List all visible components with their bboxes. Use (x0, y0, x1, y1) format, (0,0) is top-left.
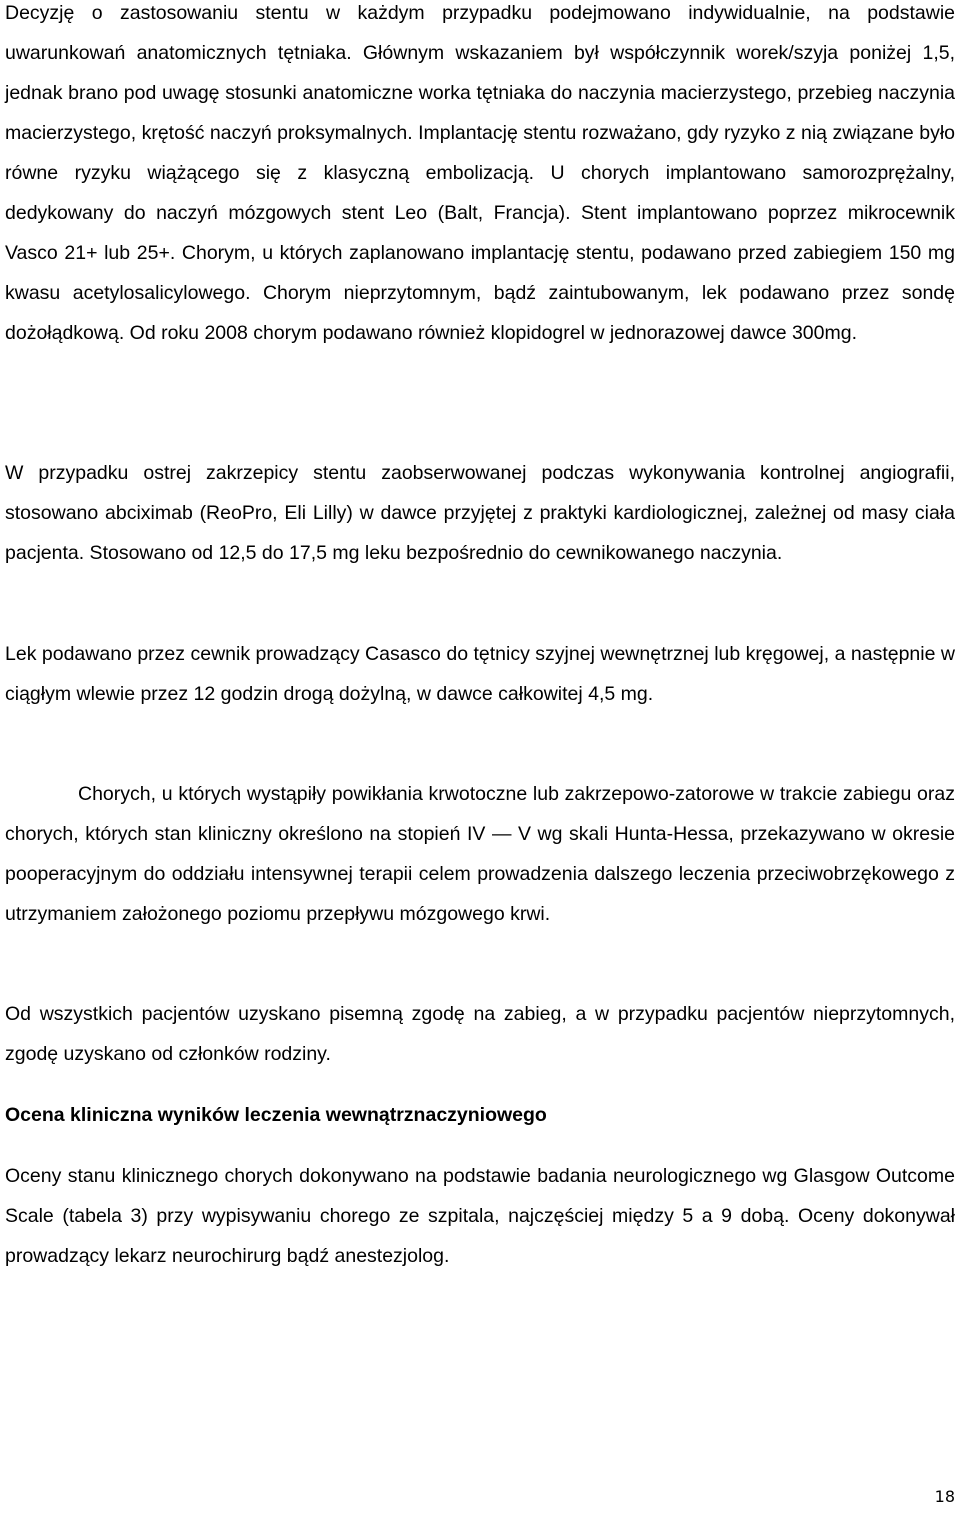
section-heading: Ocena kliniczna wyników leczenia wewnątrznaczyniowego (5, 1104, 547, 1126)
page-number: 18 (934, 1487, 955, 1506)
paragraph-drug-administration: Lek podawano przez cewnik prowadzący Casasco do tętnicy szyjnej wewnętrznej lub kręgowej, a następnie w ciągłym wlewie przez 12 godzin drogą dożylną, w dawce całkowitej 4,5 mg. (5, 643, 955, 705)
paragraph-stent-decision: Decyzję o zastosowaniu stentu w każdym przypadku podejmowano indywidualnie, na podstawie uwarunkowań anatomicznych tętniaka. Głównym wskazaniem był współczynnik worek/szyja poniżej 1,5, jednak brano pod uwagę stosunki anatomiczne worka tętniaka do naczynia macierzystego, przebieg naczynia macierzystego, krętość naczyń proksymalnych. Implantację stentu rozważano, gdy ryzyko z nią związane było równe ryzyku wiążącego się z klasyczną embolizacją. U chorych implantowano samorozprężalny, dedykowany do naczyń mózgowych stent Leo (Balt, Francja). Stent implantowano poprzez mikrocewnik Vasco 21+ lub 25+. Chorym, u których zaplanowano implantację stentu, podawano przed zabiegiem 150 mg kwasu acetylosalicylowego. Chorym nieprzytomnym, bądź zaintubowanym, lek podawano przez sondę dożołądkową. Od roku 2008 chorym podawano również klopidogrel w jednorazowej dawce 300mg. (5, 2, 955, 344)
paragraph-icu-transfer: Chorych, u których wystąpiły powikłania krwotoczne lub zakrzepowo-zatorowe w trakcie zabiegu oraz chorych, których stan kliniczny określono na stopień IV — V wg skali Hunta-Hessa, przekazywano w okresie pooperacyjnym do oddziału intensywnej terapii celem prowadzenia dalszego leczenia przeciwobrzękowego z utrzymaniem założonego poziomu przepływu mózgowego krwi. (5, 783, 955, 925)
paragraph-clinical-assessment: Oceny stanu klinicznego chorych dokonywano na podstawie badania neurologicznego wg Glasgow Outcome Scale (tabela 3) przy wypisywaniu chorego ze szpitala, najczęściej między 5 a 9 dobą. Oceny dokonywał prowadzący lekarz neurochirurg bądź anestezjolog. (5, 1165, 955, 1267)
paragraph-consent: Od wszystkich pacjentów uzyskano pisemną zgodę na zabieg, a w przypadku pacjentów nieprzytomnych, zgodę uzyskano od członków rodziny. (5, 1003, 955, 1065)
paragraph-abciximab: W przypadku ostrej zakrzepicy stentu zaobserwowanej podczas wykonywania kontrolnej angiografii, stosowano abciximab (ReoPro, Eli Lilly) w dawce przyjętej z praktyki kardiologicznej, zależnej od masy ciała pacjenta. Stosowano od 12,5 do 17,5 mg leku bezpośrednio do cewnikowanego naczynia. (5, 462, 955, 564)
